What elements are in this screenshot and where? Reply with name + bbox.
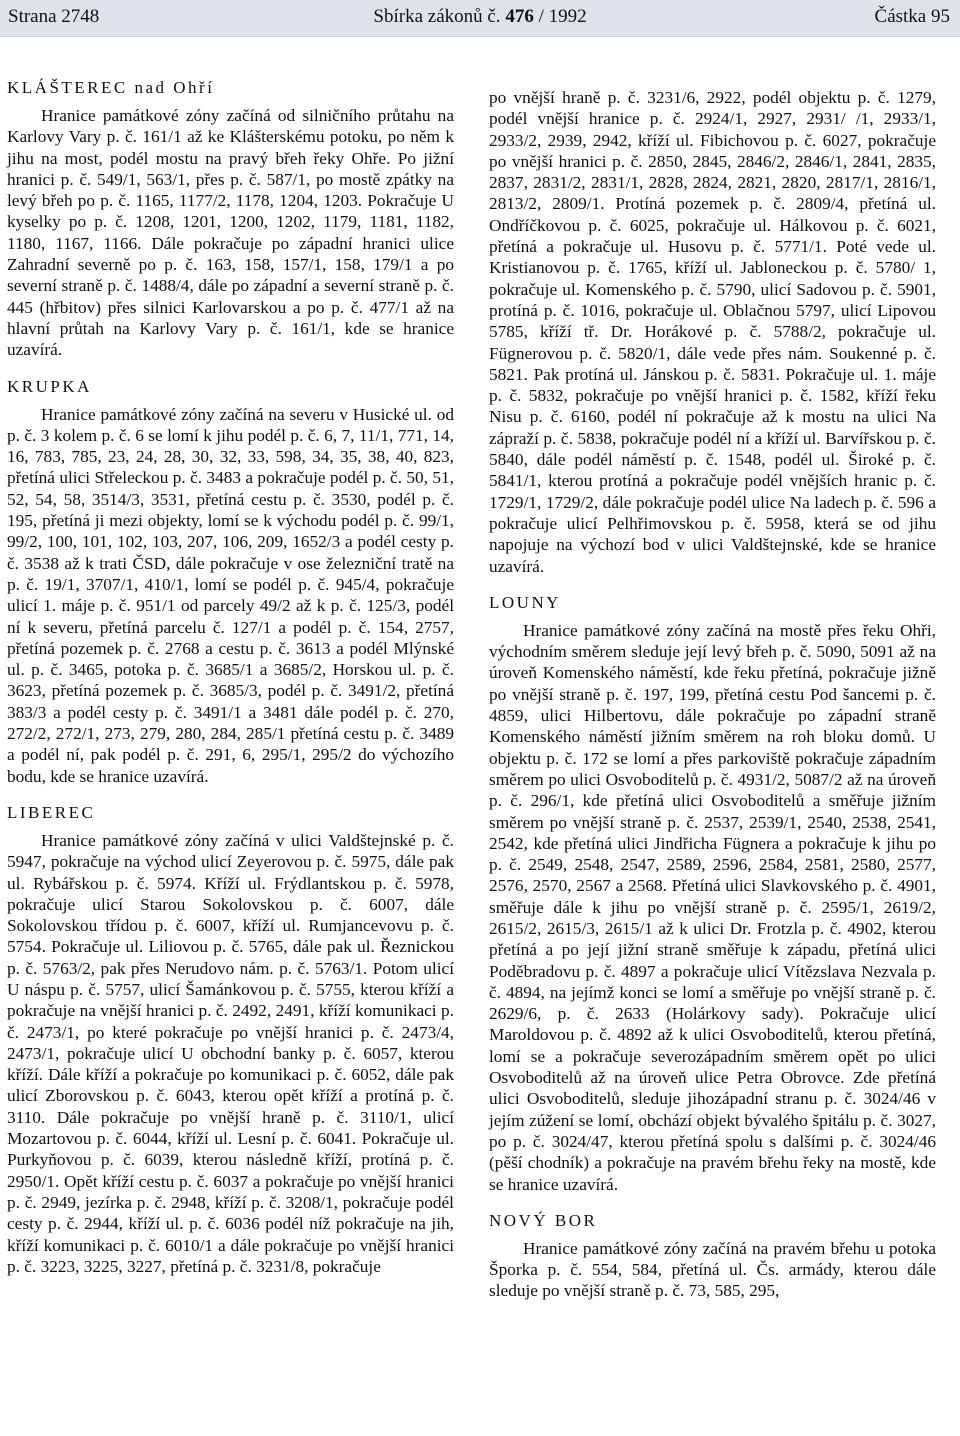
page-header <box>0 0 960 37</box>
page-number: Strana 2748 <box>8 6 100 27</box>
section-text-louny: Hranice památkové zóny začíná na mostě přes řeku Ohři, východním směrem sleduje její levý břeh p. č. 5090, 5091 až na úroveň Komenského náměstí, kde řeku přetíná, pokračuje jižně po vnější straně p. č. 197, 199, přetíná cestu Pod šancemi p. č. 4859, ulici Hilbertovu, dále pokračuje po západní straně Komenského náměstí jižním směrem na roh bloku domů. U objektu p. č. 172 se lomí a přes parkoviště pokračuje západním směrem po ulici Osvoboditelů p. č. 4931/2, 5087/2 až na úroveň p. č. 296/1, kde přetíná ulici Osvoboditelů a směřuje jižním směrem po vnější straně p. č. 2537, 2539/1, 2540, 2538, 2541, 2542, kde přetíná ulici Jindřicha Fügnera a pokračuje k jihu po p. č. 2549, 2548, 2547, 2589, 2596, 2584, 2581, 2580, 2577, 2576, 2570, 2567 a 2568. Přetíná ulici Slavkovského p. č. 4901, směřuje dále k jihu po vnější straně p. č. 2595/1, 2619/2, 2615/2, 2615/3, 2615/1 až k ulici Dr. Frotzla p. č. 4902, kterou přetíná a po její jižní straně směřuje k západu, přetíná ulici Poděbradovu p. č. 4897 a pokračuje ulicí Vítězslava Nezvala p. č. 4894, na jejímž konci se lomí a směřuje po vnější straně p. č. 2629/6, p. č. 2633 (Holárkovy sady). Pokračuje ulicí Maroldovou p. č. 4892 až k ulici Osvoboditelů, kterou přetíná, lomí se a pokračuje severozápadním směrem opět po ulici Osvoboditelů až na úroveň ulice Petra Obrovce. Zde přetíná ulici Osvoboditelů, sleduje jihozápadní stranu p. č. 3024/46 v jejím zúžení se lomí, obchází objekt bývalého špitálu p. č. 3027, po p. č. 3024/47, kterou přetíná spolu s dalšími p. č. 3024/46 (pěší chodník) a pokračuje na pravém břehu řeky na mostě, kde se hranice uzavírá. <box>489 620 936 1194</box>
act-number: 476 <box>505 6 534 27</box>
section-text-krupka: Hranice památkové zóny začíná na severu v Husické ul. od p. č. 3 kolem p. č. 6 se lomí k jihu podél p. č. 6, 7, 11/1, 771, 14, 16, 783, 785, 23, 24, 28, 30, 32, 33, 598, 34, 35, 38, 40, 823, přetíná ulici Střeleckou p. č. 3483 a pokračuje podél p. č. 50, 51, 52, 54, 58, 3514/3, 3531, přetíná cestu p. č. 3530, podél p. č. 195, přetíná ji mezi objekty, lomí se k východu podél p. č. 99/1, 99/2, 100, 101, 102, 103, 207, 106, 209, 1652/3 a podél cesty p. č. 3538 až k trati ČSD, dále pokračuje v ose železniční tratě na p. č. 19/1, 3707/1, 410/1, lomí se podél p. č. 945/4, pokračuje ulicí 1. máje p. č. 951/1 od parcely 49/2 až k p. č. 125/3, podél ní k severu, přetíná parcelu č. 127/1 a podél p. č. 154, 2757, přetíná pozemek p. č. 2768 a cestu p. č. 3613 a podél Mlýnské ul. p. č. 3465, potoka p. č. 3685/1 a 3685/2, Horskou ul. p. č. 3623, přetíná pozemek p. č. 3685/3, podél p. č. 3491/2, přetíná 383/3 a podél cesty p. č. 3491/1 a 3481 dále podél p. č. 270, 272/2, 272/1, 273, 279, 280, 284, 285/1 přetíná cestu p. č. 3489 a podél ní, pak podél p. č. 291, 6, 295/1, 295/2 do výchozího bodu, kde se hranice uzavírá. <box>7 404 454 786</box>
collection-prefix: Sbírka zákonů č. <box>373 6 506 27</box>
section-heading-louny: LOUNY <box>489 592 561 612</box>
section-text-liberec-continued: po vnější hraně p. č. 3231/6, 2922, podél objektu p. č. 1279, podél vnější hranice p. č. 2924/1, 2927, 2931/ /1, 2933/1, 2933/2, 2939, 2942, kříží ul. Fibichovou p. č. 6027, pokračuje po vnější hranici p. č. 2850, 2845, 2846/2, 2846/1, 2841, 2835, 2837, 2831/2, 2831/1, 2828, 2824, 2821, 2820, 2817/1, 2816/1, 2813/2, 2809/1. Protíná pozemek p. č. 2809/4, přetíná ul. Ondříčkovou p. č. 6025, pokračuje ul. Hálkovou p. č. 6021, přetíná a pokračuje ul. Husovu p. č. 5771/1. Poté vede ul. Kristianovou p. č. 1765, kříží ul. Jabloneckou p. č. 5780/ 1, pokračuje ul. Komenského p. č. 5790, ulicí Sadovou p. č. 5901, protíná p. č. 1016, pokračuje ul. Oblačnou 5797, ulicí Lipovou 5785, kříží tř. Dr. Horákové p. č. 5788/2, pokračuje ul. Fügnerovou p. č. 5820/1, dále vede přes nám. Soukenné p. č. 5821. Pak protíná ul. Jánskou p. č. 5831. Pokračuje ul. 1. máje p. č. 5832, pokračuje po vnější hranici p. č. 1582, kříží řeku Nisu p. č. 6160, podél ní pokračuje až k mostu na ulici Na zápraží p. č. 5838, pokračuje podél ní a kříží ul. Barvířskou p. č. 5840, dále podél náměstí p. č. 1548, podél ul. Široké p. č. 5841/1, kterou protíná a pokračuje podél vnějších hranic p. č. 1729/1, 1729/2, dále pokračuje podél ulice Na ladech p. č. 596 a pokračuje ulicí Pelhřimovskou p. č. 5958, která se od jihu napojuje na výchozí bod v ulici Valdštejnské, kde se hranice uzavírá. <box>489 88 936 576</box>
section-text-novy-bor: Hranice památkové zóny začíná na pravém břehu u potoka Šporka p. č. 554, 584, přetíná ul. Čs. armády, kterou dále sleduje po vnější straně p. č. 73, 585, 295, <box>489 1238 936 1301</box>
section-heading-novy-bor: NOVÝ BOR <box>489 1210 598 1230</box>
section-heading-krupka: KRUPKA <box>7 376 92 396</box>
left-column <box>7 78 454 1277</box>
section-heading-liberec: LIBEREC <box>7 802 96 822</box>
section-text-liberec: Hranice památkové zóny začíná v ulici Valdštejnské p. č. 5947, pokračuje na východ ulicí Zeyerovou p. č. 5975, dále pak ul. Rybářskou p. č. 5974. Kříží ul. Frýdlantskou p. č. 5978, pokračuje ulicí Starou Sokolovskou p. č. 6007, dále Sokolovskou třídou p. č. 6007, kříží ul. Rumjancevovu p. č. 5754. Pokračuje ul. Liliovou p. č. 5765, dále pak ul. Řeznickou p. č. 5763/2, pak přes Nerudovo nám. p. č. 5763/1. Potom ulicí U náspu p. č. 5757, ulicí Šamánkovou p. č. 5755, kterou kříží a pokračuje na vnější hranici p. č. 2492, 2491, kříží komunikaci p. č. 2473/1, po které pokračuje po vnější hranici p. č. 2473/4, 2473/1, pokračuje ulicí U obchodní banky p. č. 6057, kterou kříží. Dále kříží a pokračuje po komunikaci p. č. 6052, dále pak ulicí Zborovskou p. č. 6043, kterou opět kříží a protíná p. č. 3110. Dále pokračuje po vnější hraně p. č. 3110/1, ulicí Mozartovou p. č. 6044, kříží ul. Lesní p. č. 6041. Pokračuje ul. Purkyňovou p. č. 6039, kterou následně kříží, protíná p. č. 2950/1. Opět kříží cestu p. č. 6037 a pokračuje po vnější hranici p. č. 2949, jezírka p. č. 2948, kříží p. č. 3208/1, pokračuje podél cesty p. č. 2944, kříží ul. p. č. 6036 podél níž pokračuje na jih, kříží komunikaci p. č. 6010/1 a dále pokračuje po vnější hranici p. č. 3223, 3225, 3227, přetíná p. č. 3231/8, pokračuje <box>7 830 454 1276</box>
issue-part: Částka 95 <box>874 6 950 27</box>
section-text-klasterec: Hranice památkové zóny začíná od silničního průtahu na Karlovy Vary p. č. 161/1 až ke Klášterskému potoku, po něm k jihu na most, podél mostu na pravý břeh řeky Ohře. Po jižní hranici p. č. 549/1, 563/1, přes p. č. 587/1, po mostě zpátky na levý břeh po p. č. 1165, 1177/2, 1178, 1204, 1203. Pokračuje U kyselky po p. č. 1208, 1201, 1200, 1202, 1179, 1181, 1182, 1180, 1167, 1166. Dále pokračuje po západní hranici ulice Zahradní severně po p. č. 163, 158, 157/1, 158, 179/1 a po severní straně p. č. 1488/4, dále po západní a severní straně p. č. 445 (hřbitov) přes silnici Karlovarskou a po p. č. 477/1 až na hlavní průtah na Karlovy Vary p. č. 161/1, kde se hranice uzavírá. <box>7 106 454 360</box>
section-heading-klasterec: KLÁŠTEREC nad Ohří <box>7 78 215 97</box>
collection-year: / 1992 <box>533 6 587 27</box>
collection-title <box>0 6 960 28</box>
right-column <box>489 87 936 1302</box>
